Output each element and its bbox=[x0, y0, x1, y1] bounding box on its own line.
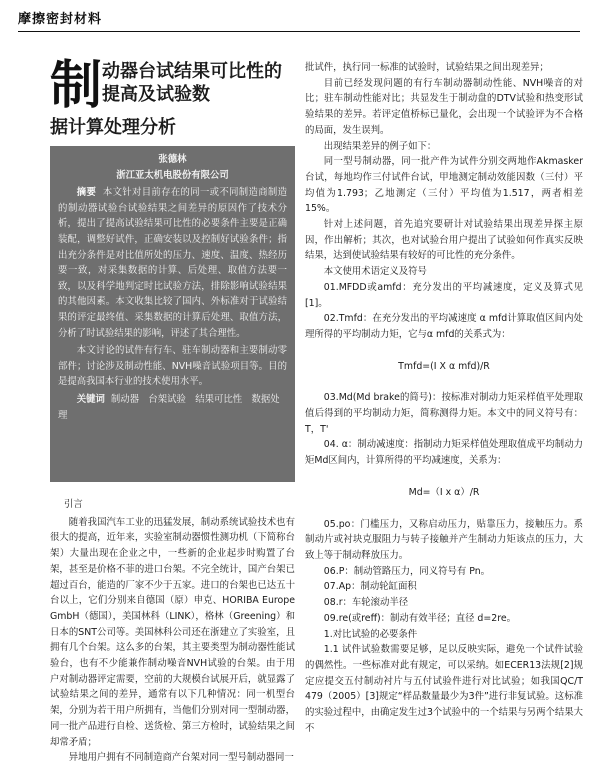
abstract-paragraph-2: 本文讨论的试件有行车、驻车制动器和主要制动零部件；讨论涉及制动性能、NVH噪音试验项目等。目的是提高我国本行业的技术使用水平。 bbox=[58, 345, 287, 388]
definition-item: 06.P：制动管路压力，同义符号有 Pn。 bbox=[323, 565, 491, 577]
definition-item: 04. α：制动减速度：指制动力矩采样值处理取值成平均制动力矩Md区间内，计算所得的平均减速度，关系为： bbox=[305, 439, 583, 467]
abstract-summary bbox=[58, 185, 287, 341]
body-paragraph: 批试件，执行同一标准的试验时，试验结果之间出现差异； bbox=[305, 62, 549, 73]
section-heading: 1.对比试验的必要条件 bbox=[323, 628, 418, 640]
definition-item: 01.MFDD或amfd：充分发出的平均减速度，定义及算式见[1]。 bbox=[305, 281, 583, 309]
body-paragraph: 1.1 试件试验数需要足够，足以反映实际，避免一个试件试验的偶然性。一些标准对此有规定，可以采纳。如ECER13法规[2]规定应提交五付制动衬片与五付试验件进行对比试验；如我国QC/T 479（2005）[3]规定“样品数量最少为3件”进行非复试验。这标准的实验过程中，由确定发生过3个试验中的一个结果与另两个结果大不 bbox=[305, 644, 583, 734]
summary-text: 本文针对目前存在的同一或不同制造商制造的制动器试验台试验结果之间差异的原因作了技术分析，提出了提高试验结果可比性的必要条件主要是正确装配，调整好试件，正确安装以及控制好试验条件；指出充分条件是对比值所处的压力、速度、温度、热经历要一致，对采集数据的计算、后处理、取值方法要一致，以及科学地判定时比试验方法，排除影响试验结果的其他因素。本文收集比较了国内、外标准对于试验结果的评定最终值、采集数据的计算后处理、取值方法，分析了时试验结果的影响，评述了其合理性。 bbox=[58, 187, 287, 339]
definition-item: 07.Ap：制动轮缸面积 bbox=[323, 581, 417, 593]
body-paragraph: 异地用户拥有不同制造商产台架对同一型号制动器同一 bbox=[68, 752, 294, 764]
body-paragraph: 本文使用术语定义及符号 bbox=[323, 266, 427, 278]
author-affiliation: 浙江亚太机电股份有限公司 bbox=[116, 169, 229, 181]
journal-section-header: 摩擦密封材料 bbox=[18, 12, 103, 27]
right-column bbox=[305, 60, 583, 736]
body-paragraph: 同一型号制动器，同一批产件为试件分别交两地作Akmasker台试，每地均作三付试件台试，甲地测定制动效能因数（三付）平均值为1.793；乙地测定（三付）平均值为1.517，两者相差15%。 bbox=[305, 156, 583, 215]
formula-tmfd: Tmfd=(I X α mfd)/R bbox=[398, 360, 490, 372]
definition-item: 03.Md(Md brake的简号)：按标准对制动力矩采样值平处理取值后得到的平均制动力矩，简称测得力矩。本文中的同义符号有：T，T' bbox=[305, 392, 583, 435]
body-paragraph: 针对上述问题，首先追究要研计对试验结果出现差异探主原因，作出解析；其次，也对试验台用户提出了试验如何作真实反映结果，达到使试验结果有较好的可比性的充分条件。 bbox=[305, 219, 583, 262]
author-name: 张德林 bbox=[158, 154, 187, 165]
title-line-2: 据计算处理分析 bbox=[50, 117, 176, 138]
title-line-1: 动器台试结果可比性的提高及试验数 bbox=[102, 61, 282, 105]
section-heading-intro: 引言 bbox=[64, 499, 83, 510]
definition-item: 09.re(或reff)：制动有效半径；直径 d=2re。 bbox=[323, 612, 516, 624]
keywords-label: 关键词 bbox=[76, 393, 105, 405]
body-paragraph: 随着我国汽车工业的迅猛发展，制动系统试验技术也有很大的提高，近年来，实验室制动器惯性测功机（下简称台架）大量出现在企业之中，一些新的企业起步时购置了台架，甚至是价格不菲的进口台架。不完全统计，国产台架已超过百台，能造的厂家不少于五家。进口的台架也已达五十台以上，它们分别来自德国（原）申克、HORIBA Europe GmbH（德国），美国林科（LINK），格林（Greening）和日本的SNT公司等。美国林科公司还在浙建立了实验室，且拥有几个台架。这么多的台架，其主要类型为制动器性能试验台，也有不少能兼作制动噪音NVH试验的台架。由于用户对制动器评定需要，空前的大规模台试展开后，就显露了试验结果之间的差异，通常有以下几种情况：同一机型台架，分别为若干用户所拥有，当他们分别对同一型制动器，同一批产品进行自检、送货检、第三方检时，试验结果之间却常矛盾； bbox=[50, 516, 295, 748]
definition-item: 02.Tmfd：在充分发出的平均减速度 α mfd计算取值区间内处理所得的平均制动力矩，它与α mfd的关系式为： bbox=[305, 313, 583, 340]
body-paragraph: 出现结果差异的例子如下： bbox=[323, 140, 437, 152]
body-paragraph: 目前已经发现问题的有行车制动器制动性能、NVH噪音的对比；驻车制动性能对比；共显发生于制动盘的DTV试验和热变形试验结果的差异。若评定值桥标已量化，会出现一个试验评为不合格的局面，发生误判。 bbox=[305, 77, 583, 136]
abstract-box bbox=[50, 146, 295, 482]
header-divider bbox=[18, 31, 580, 32]
formula-md: Md=（I x α）/R bbox=[408, 486, 480, 498]
definition-item: 05.po：门槛压力，又称启动压力，贴靠压力，接触压力。系制动片或衬块克服阻力与转子接触并产生制动力矩该点的压力，大致上等于制动释放压力。 bbox=[305, 518, 583, 561]
definition-item: 08.r：车轮滚动半径 bbox=[323, 597, 409, 609]
keywords bbox=[58, 392, 287, 423]
keywords-text: 制动器 台架试验 结果可比性 数据处理 bbox=[58, 393, 280, 421]
title-drop-cap: 制 bbox=[50, 56, 103, 116]
left-column bbox=[50, 497, 295, 766]
summary-label: 摘要 bbox=[76, 187, 97, 199]
